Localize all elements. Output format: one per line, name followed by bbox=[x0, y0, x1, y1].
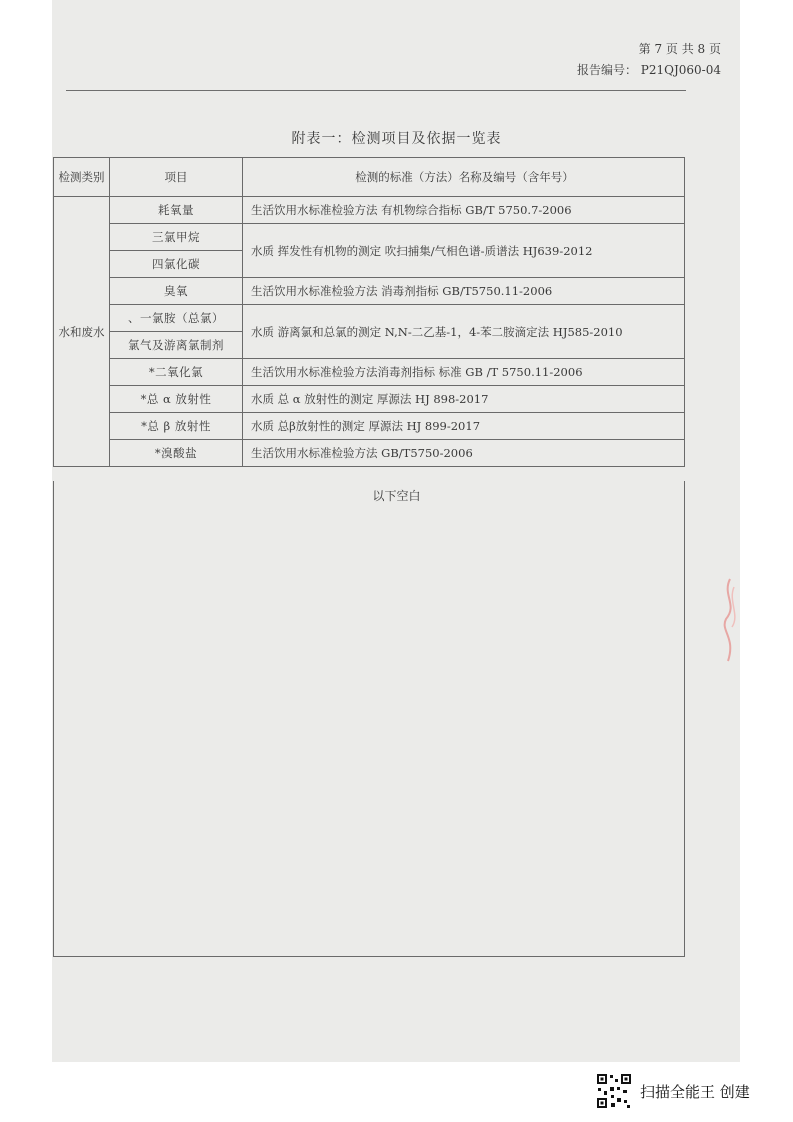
standard-cell: 生活饮用水标准检验方法 GB/T5750-2006 bbox=[243, 440, 685, 467]
item-cell: *溴酸盐 bbox=[110, 440, 243, 467]
header-rule bbox=[66, 90, 686, 91]
standard-cell: 水质 总 α 放射性的测定 厚源法 HJ 898-2017 bbox=[243, 386, 685, 413]
page-number: 第 7 页 共 8 页 bbox=[638, 42, 721, 56]
category-cell: 水和废水 bbox=[54, 197, 110, 467]
red-seal-stamp bbox=[716, 575, 740, 665]
item-cell: *总 α 放射性 bbox=[110, 386, 243, 413]
table-header-row bbox=[54, 158, 685, 197]
scanner-watermark bbox=[596, 1071, 750, 1111]
item-cell: 三氯甲烷 bbox=[110, 224, 243, 251]
standard-cell: 水质 挥发性有机物的测定 吹扫捕集/气相色谱-质谱法 HJ639-2012 bbox=[243, 224, 685, 278]
standard-cell: 生活饮用水标准检验方法 有机物综合指标 GB/T 5750.7-2006 bbox=[243, 197, 685, 224]
standard-cell: 水质 游离氯和总氯的测定 N,N-二乙基-1，4-苯二胺滴定法 HJ585-2010 bbox=[243, 305, 685, 359]
table-row bbox=[54, 224, 685, 251]
qr-code-icon bbox=[596, 1073, 632, 1109]
item-cell: *二氧化氯 bbox=[110, 359, 243, 386]
table-row bbox=[54, 278, 685, 305]
table-frame-left bbox=[53, 481, 54, 957]
item-cell: 耗氧量 bbox=[110, 197, 243, 224]
table-frame-bottom bbox=[53, 956, 685, 957]
report-number: 报告编号： P21QJ060-04 bbox=[576, 63, 721, 77]
table-row bbox=[54, 197, 685, 224]
standard-cell: 水质 总β放射性的测定 厚源法 HJ 899-2017 bbox=[243, 413, 685, 440]
blank-below-note: 以下空白 bbox=[372, 489, 421, 503]
table-row bbox=[54, 305, 685, 332]
column-header-item: 项目 bbox=[110, 158, 243, 197]
table-row bbox=[54, 386, 685, 413]
standard-cell: 生活饮用水标准检验方法消毒剂指标 标准 GB /T 5750.11-2006 bbox=[243, 359, 685, 386]
standard-cell: 生活饮用水标准检验方法 消毒剂指标 GB/T5750.11-2006 bbox=[243, 278, 685, 305]
item-cell: *总 β 放射性 bbox=[110, 413, 243, 440]
item-cell: 氯气及游离氯制剂 bbox=[110, 332, 243, 359]
table-row bbox=[54, 413, 685, 440]
table-title: 附表一：检测项目及依据一览表 bbox=[291, 131, 502, 147]
item-cell: 四氯化碳 bbox=[110, 251, 243, 278]
column-header-category: 检测类别 bbox=[54, 158, 110, 197]
inspection-items-table bbox=[53, 157, 685, 467]
table-frame-right bbox=[684, 481, 685, 957]
column-header-standard: 检测的标准（方法）名称及编号（含年号） bbox=[243, 158, 685, 197]
table-row bbox=[54, 440, 685, 467]
item-cell: 臭氧 bbox=[110, 278, 243, 305]
item-cell: 、一氯胺（总氯） bbox=[110, 305, 243, 332]
table-row bbox=[54, 359, 685, 386]
scanner-label: 扫描全能王 创建 bbox=[640, 1082, 750, 1101]
